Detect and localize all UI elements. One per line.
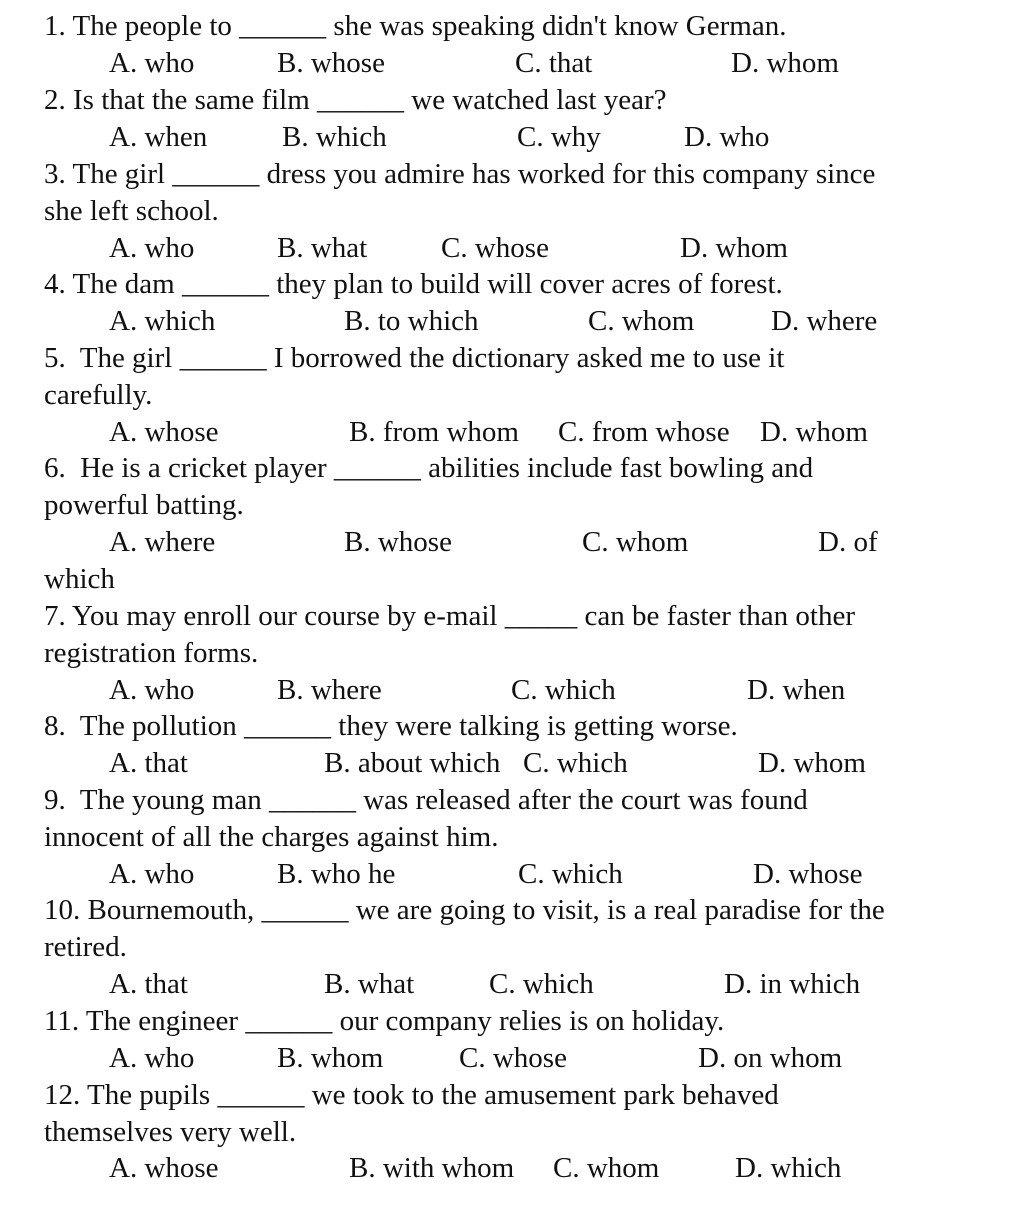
question-stem: 11. The engineer ______ our company relies is on holiday. [44, 1005, 725, 1037]
question-stem: 9. The young man ______ was released after the court was found [44, 784, 808, 816]
option-c: C. whom [582, 526, 689, 558]
question-stem-continuation: themselves very well. [44, 1116, 297, 1148]
question-stem: 5. The girl ______ I borrowed the dictionary asked me to use it [44, 342, 785, 374]
option-d: D. whom [760, 416, 868, 448]
option-d: D. when [747, 674, 846, 706]
option-d: D. on whom [698, 1042, 843, 1074]
option-b: B. about which [324, 747, 501, 779]
option-c: C. which [511, 674, 616, 706]
option-a: A. whose [109, 1152, 219, 1184]
option-c: C. whose [459, 1042, 567, 1074]
option-d: D. in which [724, 968, 861, 1000]
option-b: B. what [277, 232, 368, 264]
question-stem: 7. You may enroll our course by e-mail _____ can be faster than other [44, 600, 855, 632]
option-b: B. with whom [349, 1152, 515, 1184]
question-stem: 8. The pollution ______ they were talking is getting worse. [44, 710, 738, 742]
option-d: D. whom [680, 232, 788, 264]
option-a: A. who [109, 858, 195, 890]
option-d: D. which [735, 1152, 842, 1184]
option-b: B. from whom [349, 416, 519, 448]
option-a: A. which [109, 305, 216, 337]
option-c: C. that [515, 47, 593, 79]
option-b: B. who he [277, 858, 396, 890]
question-stem-continuation: retired. [44, 931, 127, 963]
option-d: D. of [818, 526, 878, 558]
option-d: D. whose [753, 858, 863, 890]
option-a: A. who [109, 47, 195, 79]
option-a: A. that [109, 747, 188, 779]
option-b: B. what [324, 968, 415, 1000]
option-a: A. when [109, 121, 208, 153]
question-stem: 10. Bournemouth, ______ we are going to visit, is a real paradise for the [44, 894, 885, 926]
option-c: C. whose [441, 232, 549, 264]
option-c: C. whom [553, 1152, 660, 1184]
option-a: A. that [109, 968, 188, 1000]
option-c: C. why [517, 121, 601, 153]
question-stem: 12. The pupils ______ we took to the amusement park behaved [44, 1079, 779, 1111]
question-stem: 3. The girl ______ dress you admire has worked for this company since [44, 158, 876, 190]
option-d: D. who [684, 121, 770, 153]
option-a: A. who [109, 674, 195, 706]
option-d-wrap: which [44, 563, 115, 595]
option-b: B. where [277, 674, 382, 706]
option-b: B. which [282, 121, 387, 153]
option-b: B. whose [344, 526, 452, 558]
option-c: C. from whose [558, 416, 730, 448]
question-stem: 4. The dam ______ they plan to build will cover acres of forest. [44, 268, 783, 300]
option-b: B. whom [277, 1042, 384, 1074]
option-d: D. whom [758, 747, 866, 779]
option-a: A. who [109, 232, 195, 264]
option-d: D. where [771, 305, 878, 337]
option-b: B. to which [344, 305, 479, 337]
question-stem-continuation: carefully. [44, 379, 153, 411]
question-stem-continuation: powerful batting. [44, 489, 244, 521]
option-c: C. which [489, 968, 594, 1000]
option-a: A. where [109, 526, 216, 558]
question-stem: 6. He is a cricket player ______ abilities include fast bowling and [44, 452, 814, 484]
option-a: A. who [109, 1042, 195, 1074]
question-stem: 1. The people to ______ she was speaking didn't know German. [44, 10, 787, 42]
option-c: C. whom [588, 305, 695, 337]
question-stem-continuation: innocent of all the charges against him. [44, 821, 499, 853]
question-stem-continuation: registration forms. [44, 637, 259, 669]
option-b: B. whose [277, 47, 385, 79]
option-c: C. which [523, 747, 628, 779]
option-d: D. whom [731, 47, 839, 79]
option-a: A. whose [109, 416, 219, 448]
question-stem: 2. Is that the same film ______ we watched last year? [44, 84, 667, 116]
option-c: C. which [518, 858, 623, 890]
question-stem-continuation: she left school. [44, 195, 219, 227]
